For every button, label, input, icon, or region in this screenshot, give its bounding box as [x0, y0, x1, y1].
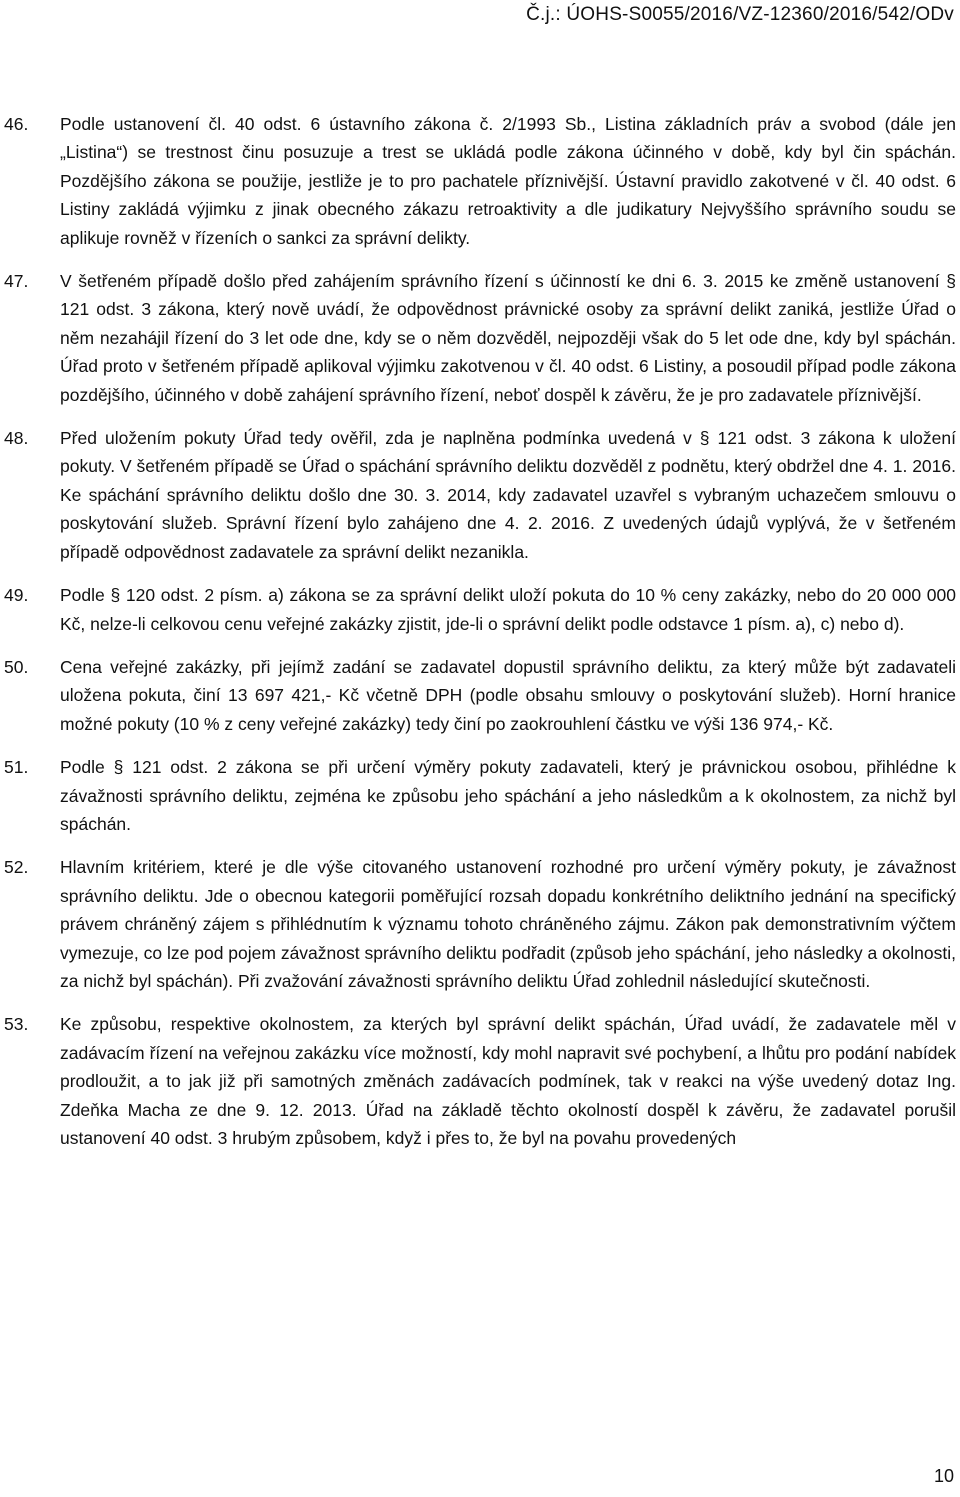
paragraph-text: Podle § 121 odst. 2 zákona se při určení výměry pokuty zadavateli, který je právnickou osobou, přihlédne k závažnosti správního deliktu, zejména ke způsobu jeho spáchání a jeho následkům a k okolnostem, za nichž byl spáchán. [60, 757, 956, 834]
document-reference-number: Č.j.: ÚOHS-S0055/2016/VZ-12360/2016/542/ODv [526, 4, 954, 25]
paragraph-number: 50. [4, 656, 29, 677]
paragraph-53 [0, 1010, 960, 1152]
paragraph-text: Cena veřejné zakázky, při jejímž zadání se zadavatel dopustil správního deliktu, za který může být zadavateli uložena pokuta, činí 13 697 421,- Kč včetně DPH (podle obsahu smlouvy o poskytování služeb). Horní hranice možné pokuty (10 % z ceny veřejné zakázky) tedy činí po zaokrouhlení částku ve výši 136 974,- Kč. [60, 656, 956, 734]
paragraph-number: 53. [4, 1014, 29, 1035]
paragraph-50 [0, 653, 960, 738]
paragraph-text: Před uložením pokuty Úřad tedy ověřil, zda je naplněna podmínka uvedená v § 121 odst. 3 zákona k uložení pokuty. V šetřeném případě se Úřad o spáchání správního deliktu dozvěděl z podnětu, který obdržel dne 4. 1. 2016. Ke spáchání správního deliktu došlo dne 30. 3. 2014, kdy zadavatel uzavřel s vybraným uchazečem smlouvu o poskytování služeb. Správní řízení bylo zahájeno dne 4. 2. 2016. Z uvedených údajů vyplývá, že v šetřeném případě odpovědnost zadavatele za správní delikt nezanikla. [60, 428, 956, 562]
paragraph-text: Hlavním kritériem, které je dle výše citovaného ustanovení rozhodné pro určení výměry pokuty, je závažnost správního deliktu. Jde o obecnou kategorii poměřující rozsah dopadu konkrétního deliktního jednání na specifický právem chráněný zájem s přihlédnutím k významu tohoto chráněného zájmu. Zákon pak demonstrativním výčtem vymezuje, co lze pod pojem závažnost správního deliktu podřadit (způsob jeho spáchání, jeho následky a okolnosti, za nichž byl spáchán). Při zvažování závažnosti správního deliktu Úřad zohlednil následující skutečnosti. [60, 857, 956, 991]
paragraph-text: Podle § 120 odst. 2 písm. a) zákona se za správní delikt uloží pokuta do 10 % ceny zakázky, nebo do 20 000 000 Kč, nelze-li celkovou cenu veřejné zakázky zjistit, jde-li o správní delikt podle odstavce 1 písm. a), c) nebo d). [60, 585, 956, 634]
paragraph-47 [0, 267, 960, 409]
paragraph-number: 52. [4, 857, 29, 878]
paragraph-text: V šetřeném případě došlo před zahájením správního řízení s účinností ke dni 6. 3. 2015 ke změně ustanovení § 121 odst. 3 zákona, který nově uvádí, že odpovědnost právnické osoby za správní delikt zaniká, jestliže Úřad o něm nezahájil řízení do 3 let ode dne, kdy se o něm dozvěděl, nejpozději však do 5 let ode dne, kdy byl spáchán. Úřad proto v šetřeném případě aplikoval výjimku zakotvenou v čl. 40 odst. 6 Listiny, a posoudil případ podle zákona pozdějšího, účinného v době zahájení správního řízení, neboť dospěl k závěru, že je pro zadavatele příznivější. [60, 271, 956, 405]
paragraph-number: 51. [4, 757, 29, 778]
document-body [0, 110, 960, 1167]
paragraph-49 [0, 581, 960, 638]
paragraph-46 [0, 110, 960, 252]
paragraph-51 [0, 753, 960, 838]
paragraph-number: 49. [4, 585, 29, 606]
paragraph-text: Ke způsobu, respektive okolnostem, za kterých byl správní delikt spáchán, Úřad uvádí, že zadavatele měl v zadávacím řízení na veřejnou zakázku více možností, kdy mohl napravit své pochybení, a lhůtu pro podání nabídek prodloužit, a to jak již při samotných změnách zadávacích podmínek, tak v reakci na výše uvedený dotaz Ing. Zdeňka Macha ze dne 9. 12. 2013. Úřad na základě těchto okolností dospěl k závěru, že zadavatel porušil ustanovení 40 odst. 3 hrubým způsobem, když i přes to, že byl na povahu provedených [60, 1014, 956, 1148]
paragraph-52 [0, 853, 960, 995]
paragraph-text: Podle ustanovení čl. 40 odst. 6 ústavního zákona č. 2/1993 Sb., Listina základních práv a svobod (dále jen „Listina“) se trestnost činu posuzuje a trest se ukládá podle zákona účinného v době, kdy byl čin spáchán. Pozdějšího zákona se použije, jestliže je to pro pachatele příznivější. Ústavní pravidlo zakotvené v čl. 40 odst. 6 Listiny zakládá výjimku z jinak obecného zákazu retroaktivity a dle judikatury Nejvyššího správního soudu se aplikuje rovněž v řízeních o sankci za správní delikty. [60, 114, 956, 248]
paragraph-number: 48. [4, 428, 29, 449]
paragraph-number: 46. [4, 114, 29, 134]
paragraph-48 [0, 424, 960, 566]
paragraph-number: 47. [4, 271, 29, 292]
page-number: 10 [933, 1466, 954, 1486]
